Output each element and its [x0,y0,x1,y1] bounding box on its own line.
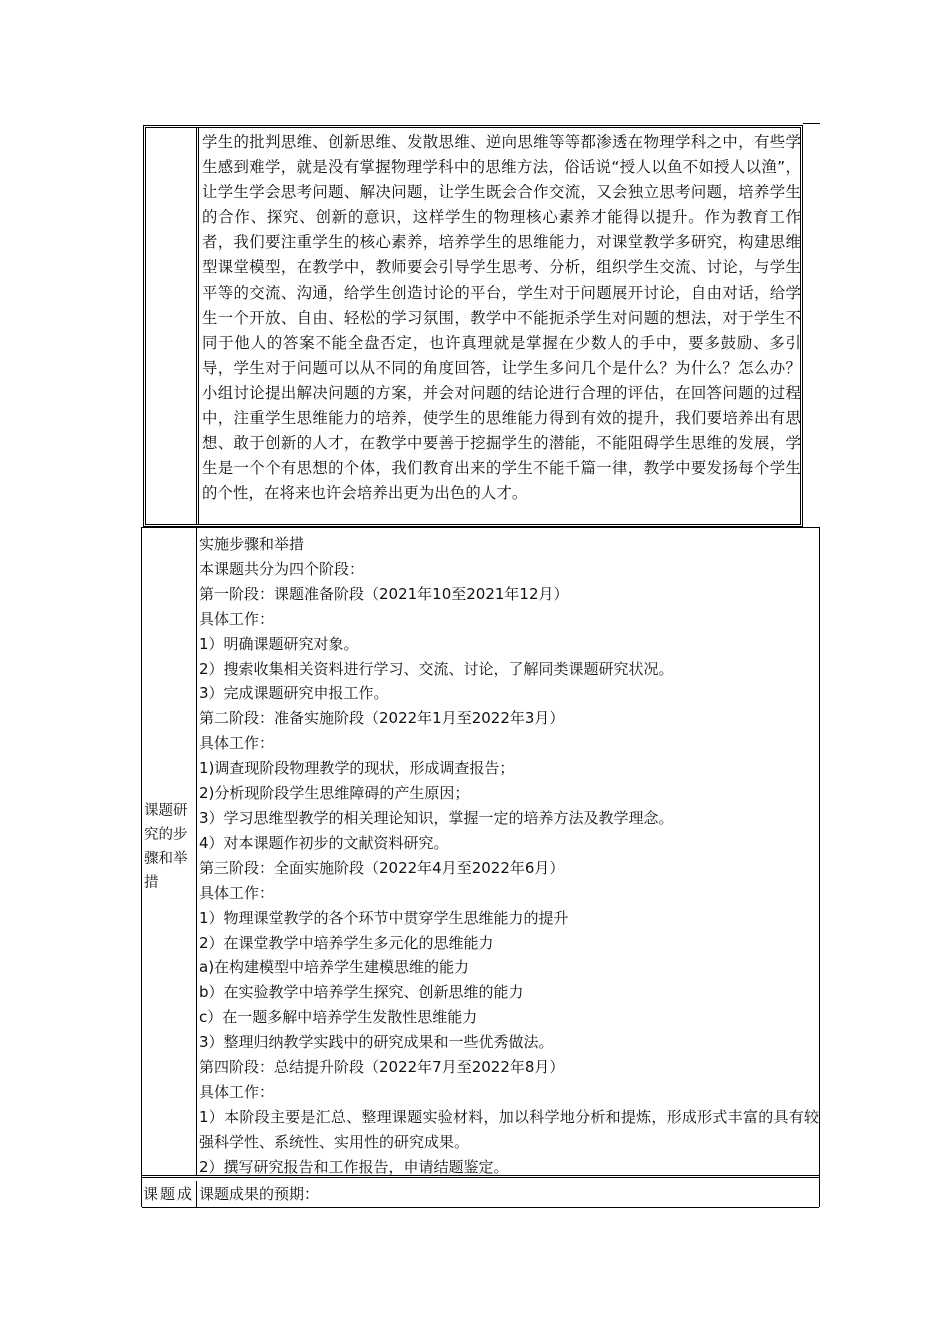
phase-2-title: 第二阶段：准备实施阶段（2022年1月至2022年3月） [199,709,565,728]
steps-line: 4）对本课题作初步的文献资料研究。 [199,833,449,852]
steps-line: b）在实验教学中培养学生探究、创新思维的能力 [199,983,524,1002]
steps-line: 本课题共分为四个阶段： [199,559,365,578]
results-row [142,1181,819,1208]
phase-4-title: 第四阶段：总结提升阶段（2022年7月至2022年8月） [199,1058,565,1077]
steps-label-cell [142,528,197,1175]
steps-row [142,528,819,1178]
upper-label-cell [146,128,199,524]
steps-content [199,532,819,1180]
steps-label-line: 究的步 [144,827,188,843]
steps-line: 具体工作： [199,609,275,628]
steps-line: 具体工作： [199,1082,275,1101]
steps-line: 2)分析现阶段学生思维障碍的产生原因； [199,784,470,803]
phase-1-title: 第一阶段：课题准备阶段（2021年10至2021年12月） [199,584,569,603]
steps-line: 具体工作： [199,734,275,753]
steps-line: c）在一题多解中培养学生发散性思维能力 [199,1008,478,1027]
table-edge-tick [803,123,820,124]
steps-line: 3）整理归纳教学实践中的研究成果和一些优秀做法。 [199,1033,554,1052]
steps-heading: 实施步骤和举措 [199,535,305,553]
plan-table [141,527,820,1207]
results-label: 课题成 [143,1185,195,1203]
steps-line: 1）物理课堂教学的各个环节中贯穿学生思维能力的提升 [199,908,569,927]
steps-line: 2）撰写研究报告和工作报告，申请结题鉴定。 [199,1157,509,1176]
results-label-cell [142,1181,197,1207]
results-text: 课题成果的预期： [199,1185,320,1203]
steps-line: a)在构建模型中培养学生建模思维的能力 [199,958,470,977]
steps-line: 具体工作： [199,883,275,902]
steps-line-wrapped: 1）本阶段主要是汇总、整理课题实验材料，加以科学地分析和提炼，形成形式丰富的具有较强科学性、系统性、实用性的研究成果。 [199,1107,819,1151]
steps-line: 1）明确课题研究对象。 [199,634,359,653]
upper-table-cell [143,125,803,527]
steps-line: 1)调查现阶段物理教学的现状，形成调查报告； [199,759,515,778]
steps-line: 3）完成课题研究申报工作。 [199,684,389,703]
upper-paragraph: 学生的批判思维、创新思维、发散思维、逆向思维等等都渗透在物理学科之中，有些学生感到难学，就是没有掌握物理学科中的思维方法，俗话说“授人以鱼不如授人以渔”，让学生学会思考问题、解决问题，让学生既会合作交流，又会独立思考问题，培养学生的合作、探究、创新的意识，这样学生的物理核心素养才能得以提升。作为教育工作者，我们要注重学生的核心素养，培养学生的思维能力，对课堂教学多研究，构建思维型课堂模型，在教学中，教师要会引导学生思考、分析，组织学生交流、讨论，与学生平等的交流、沟通，给学生创造讨论的平台，学生对于问题展开讨论，自由对话，给学生一个开放、自由、轻松的学习氛围，教学中不能扼杀学生对问题的想法，对于学生不同于他人的答案不能全盘否定，也许真理就是掌握在少数人的手中，要多鼓励、多引导，学生对于问题可以从不同的角度回答，让学生多问几个是什么？为什么？怎么办？小组讨论提出解决问题的方案，并会对问题的结论进行合理的评估，在回答问题的过程中，注重学生思维能力的培养，使学生的思维能力得到有效的提升，我们要培养出有思想、敢于创新的人才，在教学中要善于挖掘学生的潜能，不能阻碍学生思维的发展，学生是一个个有思想的个体，我们教育出来的学生不能千篇一律，教学中要发扬每个学生的个性，在将来也许会培养出更为出色的人才。 [202,133,801,503]
steps-label-line: 措 [144,875,159,891]
steps-label-line: 骤和举 [144,851,188,867]
steps-line: 2）在课堂教学中培养学生多元化的思维能力 [199,933,494,952]
steps-label [144,799,196,895]
steps-line: 2）搜索收集相关资料进行学习、交流、讨论，了解同类课题研究状况。 [199,659,674,678]
steps-label-line: 课题研 [144,803,188,819]
steps-line: 3）学习思维型教学的相关理论知识，掌握一定的培养方法及教学理念。 [199,808,674,827]
phase-3-title: 第三阶段：全面实施阶段（2022年4月至2022年6月） [199,858,565,877]
